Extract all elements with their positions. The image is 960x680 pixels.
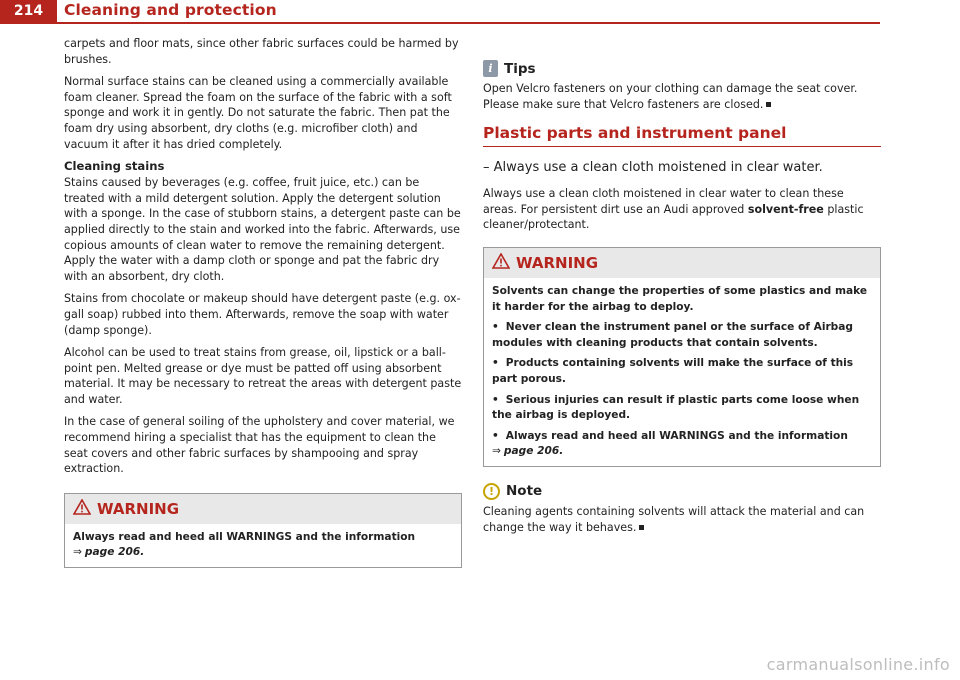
page-reference-link[interactable]: ⇒ page 206.	[492, 445, 564, 458]
warning-box	[483, 247, 881, 467]
paragraph: Alcohol can be used to treat stains from grease, oil, lipstick or a ball-point pen. Melted grease or dye must be patted off using absorbent material. It may be necessary to retreat the areas with detergent paste and water.	[64, 346, 462, 406]
header-rule	[0, 22, 880, 24]
warning-lead: Solvents can change the properties of some plastics and make it harder for the airbag to deploy.	[492, 284, 868, 313]
note-title: Note	[506, 483, 543, 500]
watermark: carmanualsonline.info	[766, 655, 950, 674]
warning-bullet: • Serious injuries can result if plastic parts come loose when the airbag is deployed.	[492, 393, 872, 424]
section-title: Plastic parts and instrument panel	[483, 124, 787, 143]
warning-title: WARNING	[97, 499, 180, 518]
left-column	[64, 36, 462, 568]
warning-triangle-icon	[492, 253, 510, 273]
warning-triangle-icon	[73, 499, 91, 519]
note-header	[483, 483, 881, 500]
tips-title: Tips	[504, 60, 536, 77]
page-reference-link[interactable]: ⇒ page 206.	[73, 546, 145, 559]
right-column	[483, 36, 881, 542]
end-marker-icon	[639, 525, 644, 530]
warning-title: WARNING	[516, 253, 599, 272]
paragraph: Normal surface stains can be cleaned using a commercially available foam cleaner. Spread the foam on the surface of the fabric with a soft sponge and work it in gently. Do not saturate the fabric. Then pat the foam dry using absorbent, dry cloths (e.g. microfiber cloth) and vacuum it after it has dried completely.	[64, 75, 452, 151]
tips-text: Open Velcro fasteners on your clothing can damage the seat cover. Please make sure that Velcro fasteners are closed.	[483, 82, 858, 111]
section-rule	[483, 146, 881, 147]
exclamation-circle-icon: !	[483, 483, 500, 500]
page-header	[0, 0, 960, 26]
page-number: 214	[0, 0, 57, 22]
chapter-title: Cleaning and protection	[64, 1, 277, 19]
warning-bullet: • Never clean the instrument panel or the surface of Airbag modules with cleaning products that contain solvents.	[492, 320, 872, 351]
paragraph: Always use a clean cloth moistened in clear water to clean these areas. For persistent dirt use an Audi approved solvent-free plastic cleaner/protectant.	[483, 187, 864, 232]
paragraph: Stains from chocolate or makeup should have detergent paste (e.g. ox-gall soap) rubbed into them. Afterwards, remove the soap with water (damp sponge).	[64, 292, 461, 337]
subheading-cleaning-stains: Cleaning stains	[64, 159, 165, 174]
warning-bullet: • Products containing solvents will make the surface of this part porous.	[492, 356, 872, 387]
arrow-right-icon: ⇒	[73, 546, 82, 559]
warning-bullet: • Always read and heed all WARNINGS and the information	[492, 429, 872, 445]
warning-box	[64, 493, 462, 568]
info-icon: i	[483, 60, 498, 77]
warning-text: Always read and heed all WARNINGS and the information	[73, 530, 416, 543]
warning-header	[484, 248, 880, 278]
paragraph: carpets and floor mats, since other fabric surfaces could be harmed by brushes.	[64, 37, 459, 66]
warning-header	[65, 494, 461, 524]
arrow-right-icon: ⇒	[492, 445, 501, 458]
paragraph: In the case of general soiling of the upholstery and cover material, we recommend hiring a specialist that has the equipment to clean the seat covers and other fabric surfaces by shampooing and spray extraction.	[64, 415, 455, 476]
paragraph: Stains caused by beverages (e.g. coffee, fruit juice, etc.) can be treated with a mild detergent solution. Apply the detergent solution with a sponge. In the case of stubborn stains, a detergent paste can be applied directly to the stain and worked into the fabric. Afterwards, use copious amounts of clean water to remove the remaining detergent. Apply the water with a damp cloth or sponge and pat the fabric dry with an absorbent, dry cloth.	[64, 176, 461, 283]
warning-body	[65, 524, 461, 567]
end-marker-icon	[766, 102, 771, 107]
tips-header	[483, 60, 881, 77]
warning-body	[484, 278, 880, 466]
instruction-step: – Always use a clean cloth moistened in clear water.	[483, 160, 823, 176]
note-text: Cleaning agents containing solvents will attack the material and can change the way it behaves.	[483, 504, 865, 534]
